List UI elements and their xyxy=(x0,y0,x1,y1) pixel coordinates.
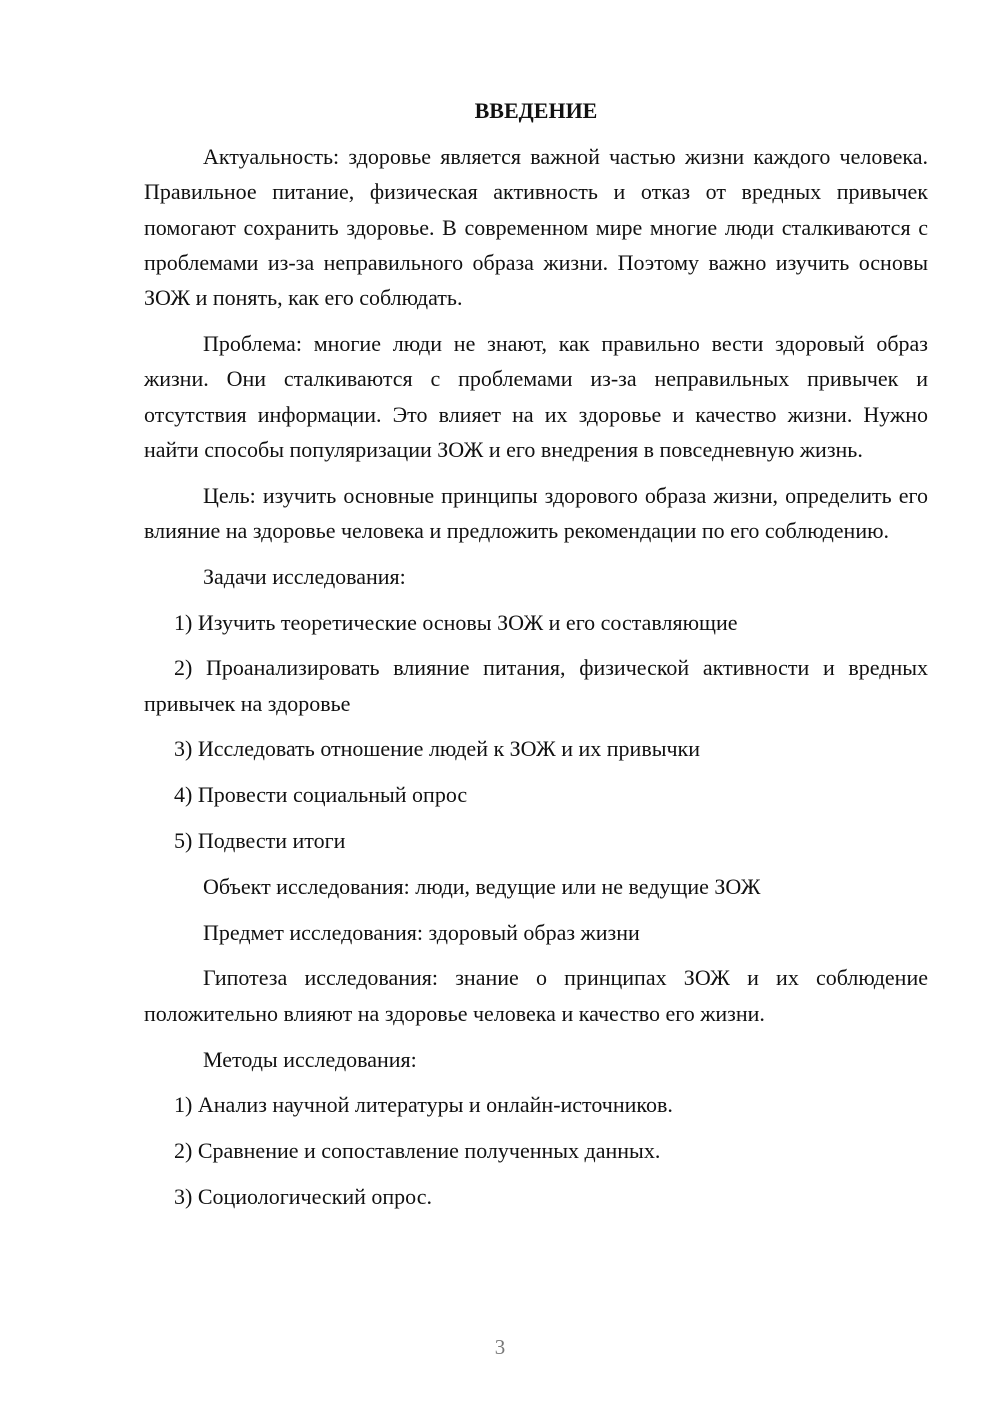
method-item: 3) Социологический опрос. xyxy=(174,1183,432,1209)
task-item: 5) Подвести итоги xyxy=(174,828,346,854)
page-number: 3 xyxy=(494,1335,506,1359)
method-item: 1) Анализ научной литературы и онлайн-источников. xyxy=(174,1092,673,1118)
task-item: 3) Исследовать отношение людей к ЗОЖ и их привычки xyxy=(174,736,701,762)
relevance-paragraph: Актуальность: здоровье является важной частью жизни каждого человека. Правильное питание, физическая активность и отказ от вредных привычек помогают сохранить здоровье. В современном мире многие люди сталкиваются с проблемами из-за неправильного образа жизни. Поэтому важно изучить основы ЗОЖ и понять, как его соблюдать. xyxy=(144,144,928,311)
page-content xyxy=(144,96,928,1214)
task-item: 2) Проанализировать влияние питания, физической активности и вредных привычек на здоровье xyxy=(144,655,928,716)
method-item: 2) Сравнение и сопоставление полученных данных. xyxy=(174,1138,661,1164)
task-item: 1) Изучить теоретические основы ЗОЖ и его составляющие xyxy=(174,609,738,635)
object-paragraph: Объект исследования: люди, ведущие или не ведущие ЗОЖ xyxy=(203,873,761,899)
problem-paragraph: Проблема: многие люди не знают, как правильно вести здоровый образ жизни. Они сталкиваются с проблемами из-за неправильных привычек и отсутствия информации. Это влияет на их здоровье и качество жизни. Нужно найти способы популяризации ЗОЖ и его внедрения в повседневную жизнь. xyxy=(144,330,928,462)
section-title: ВВЕДЕНИЕ xyxy=(474,98,598,123)
subject-paragraph: Предмет исследования: здоровый образ жизни xyxy=(203,919,640,945)
hypothesis-paragraph: Гипотеза исследования: знание о принципах ЗОЖ и их соблюдение положительно влияют на здоровье человека и качество его жизни. xyxy=(144,965,928,1026)
goal-paragraph: Цель: изучить основные принципы здорового образа жизни, определить его влияние на здоровье человека и предложить рекомендации по его соблюдению. xyxy=(144,482,928,543)
task-item: 4) Провести социальный опрос xyxy=(174,782,468,808)
methods-heading: Методы исследования: xyxy=(203,1046,417,1072)
tasks-heading: Задачи исследования: xyxy=(203,563,406,589)
